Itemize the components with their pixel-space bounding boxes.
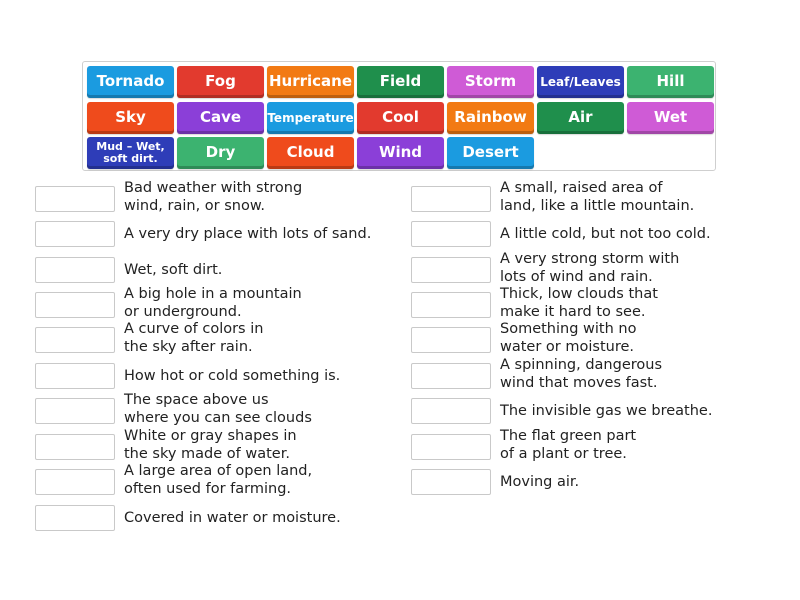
right-answer-slot-3[interactable]: [411, 257, 491, 283]
left-answer-slot-5[interactable]: [35, 327, 115, 353]
right-clue-7: The invisible gas we breathe.: [500, 403, 713, 419]
right-clue-9: Moving air.: [500, 474, 580, 490]
word-tile-cool[interactable]: Cool: [357, 102, 444, 134]
left-answer-slot-7[interactable]: [35, 398, 115, 424]
right-answer-slot-8[interactable]: [411, 434, 491, 460]
left-answer-slot-8[interactable]: [35, 434, 115, 460]
word-bank: [82, 61, 716, 171]
left-clue-10: Covered in water or moisture.: [124, 510, 341, 526]
word-tile-storm[interactable]: Storm: [447, 66, 534, 98]
left-answer-slot-6[interactable]: [35, 363, 115, 389]
word-tile-dry[interactable]: Dry: [177, 137, 264, 169]
word-tile-mud-wet-soft-dirt[interactable]: Mud – Wet, soft dirt.: [87, 137, 174, 169]
left-clue-1: Bad weather with strong wind, rain, or snow.: [124, 180, 303, 214]
left-clue-2: A very dry place with lots of sand.: [124, 226, 372, 242]
word-tile-sky[interactable]: Sky: [87, 102, 174, 134]
right-answer-slot-5[interactable]: [411, 327, 491, 353]
right-clue-5: Something with no water or moisture.: [500, 321, 637, 355]
left-answer-slot-9[interactable]: [35, 469, 115, 495]
right-answer-slot-2[interactable]: [411, 221, 491, 247]
right-answer-slot-7[interactable]: [411, 398, 491, 424]
left-answer-slot-2[interactable]: [35, 221, 115, 247]
right-answer-slot-6[interactable]: [411, 363, 491, 389]
left-clue-8: White or gray shapes in the sky made of water.: [124, 428, 297, 462]
right-clue-8: The flat green part of a plant or tree.: [500, 428, 637, 462]
right-answer-slot-9[interactable]: [411, 469, 491, 495]
word-tile-field[interactable]: Field: [357, 66, 444, 98]
right-clue-6: A spinning, dangerous wind that moves fast.: [500, 357, 662, 391]
word-tile-fog[interactable]: Fog: [177, 66, 264, 98]
word-tile-air[interactable]: Air: [537, 102, 624, 134]
word-tile-temperature[interactable]: Temperature: [267, 102, 354, 134]
right-clue-3: A very strong storm with lots of wind and rain.: [500, 251, 680, 285]
right-clue-2: A little cold, but not too cold.: [500, 226, 711, 242]
word-tile-leaf-leaves[interactable]: Leaf/Leaves: [537, 66, 624, 98]
right-clue-1: A small, raised area of land, like a little mountain.: [500, 180, 695, 214]
left-clue-5: A curve of colors in the sky after rain.: [124, 321, 264, 355]
left-answer-slot-1[interactable]: [35, 186, 115, 212]
left-clue-6: How hot or cold something is.: [124, 368, 341, 384]
left-answer-slot-4[interactable]: [35, 292, 115, 318]
word-tile-desert[interactable]: Desert: [447, 137, 534, 169]
left-answer-slot-3[interactable]: [35, 257, 115, 283]
left-answer-slot-10[interactable]: [35, 505, 115, 531]
left-clue-4: A big hole in a mountain or underground.: [124, 286, 302, 320]
right-answer-slot-4[interactable]: [411, 292, 491, 318]
right-clue-4: Thick, low clouds that make it hard to see.: [500, 286, 658, 320]
word-tile-hill[interactable]: Hill: [627, 66, 714, 98]
left-clue-7: The space above us where you can see clouds: [124, 392, 312, 426]
left-clue-9: A large area of open land, often used for farming.: [124, 463, 313, 497]
word-tile-wind[interactable]: Wind: [357, 137, 444, 169]
word-tile-cloud[interactable]: Cloud: [267, 137, 354, 169]
word-tile-tornado[interactable]: Tornado: [87, 66, 174, 98]
word-tile-cave[interactable]: Cave: [177, 102, 264, 134]
word-tile-hurricane[interactable]: Hurricane: [267, 66, 354, 98]
left-clue-3: Wet, soft dirt.: [124, 262, 223, 278]
right-answer-slot-1[interactable]: [411, 186, 491, 212]
word-tile-wet[interactable]: Wet: [627, 102, 714, 134]
word-tile-rainbow[interactable]: Rainbow: [447, 102, 534, 134]
